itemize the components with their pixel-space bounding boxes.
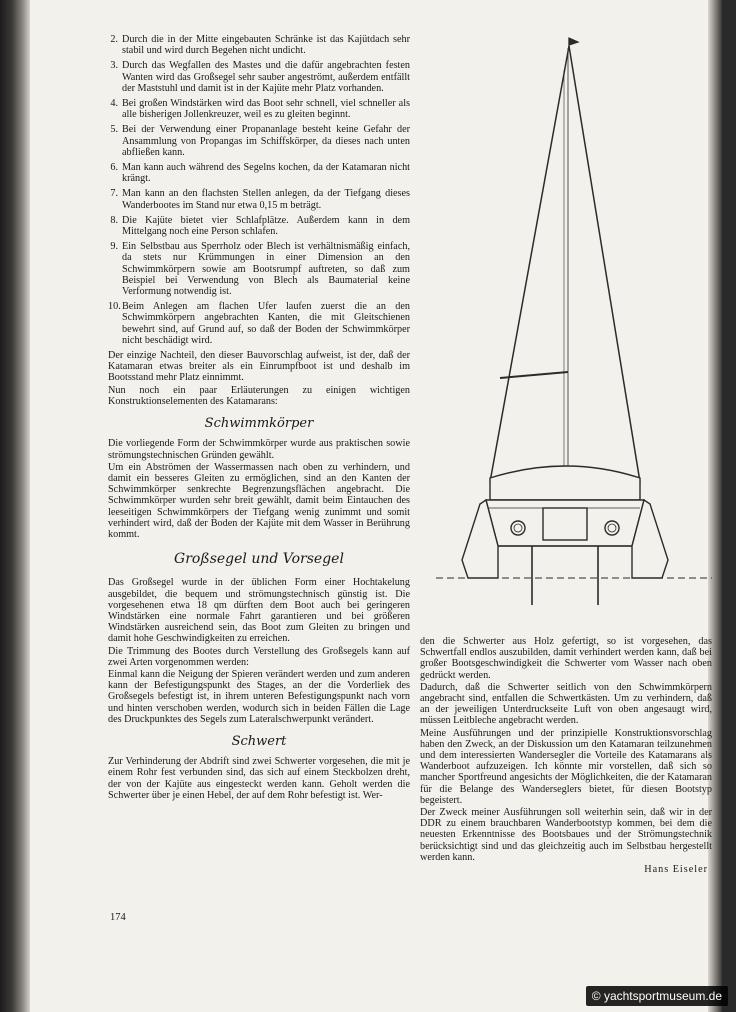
section-heading-grosssegel: Großsegel und Vorsegel bbox=[174, 551, 344, 568]
list-item-number: 9. bbox=[110, 241, 118, 253]
list-item-text: Ein Selbstbau aus Sperrholz oder Blech ist verhältnismäßig einfach, da stets nur Krümmungen in einer Dimension an den Schwimmkörpern sowie am Bootsrumpf auftreten, so daß zum Beispiel bei Verwendung von Blech als Baumaterial keine Verformung notwendig ist. bbox=[122, 241, 410, 298]
paragraph: Um ein Abströmen der Wassermassen nach oben zu verhindern, und damit ein besseres Gleiten zu ermöglichen, sind an den Kanten der Schwimmkörper senkrechte Begrenzungsflächen angebracht. Die Schwimmkörper wurden sehr breit gewählt, damit beim Eintauchen des leeseitigen Schwimmkörpers der Tiefgang wenig zunimmt und somit verhindert wird, daß der Boden der Kajüte mit dem Wasser in Berührung kommt. bbox=[108, 461, 410, 540]
right-shroud bbox=[569, 46, 640, 482]
paragraph: Der Zweck meiner Ausführungen soll weiterhin sein, daß wir in der DDR zu einem brauchbaren Wanderbootstyp kommen, bei dem die neuesten Erkenntnisse des Bootsbaues und der Strömungstechnik berücksichtigt sind und das gleichzeitig auch im Selbstbau hergestellt werden kann. bbox=[420, 807, 712, 863]
masthead-flag bbox=[569, 38, 578, 45]
section-heading-schwert: Schwert bbox=[231, 733, 287, 749]
left-shroud bbox=[490, 46, 569, 482]
catamaran-drawing bbox=[428, 30, 718, 630]
paragraph: den die Schwerter aus Holz gefertigt, so ist vorgesehen, das Schwertfall endlos auszubilden, damit verhindert werden kann, daß bei großer Bootsgeschwindigkeit die Schwerter vom Wasser nach oben gedrückt werden. bbox=[420, 636, 712, 681]
list-item bbox=[108, 34, 410, 56]
paragraph: Der einzige Nachteil, den dieser Bauvorschlag aufweist, ist der, daß der Katamaran etwas breiter als ein Einrumpfboot ist und deshalb im Bootsstand mehr Platz einnimmt. bbox=[108, 350, 410, 384]
left-column bbox=[108, 34, 410, 802]
book-spine-left bbox=[0, 0, 30, 1012]
list-item bbox=[108, 124, 410, 158]
list-item-text: Man kann auch während des Segelns kochen, da der Katamaran nicht krängt. bbox=[122, 162, 410, 185]
list-item bbox=[108, 301, 410, 346]
list-item-text: Man kann an den flachsten Stellen anlegen, da der Tiefgang dieses Wanderbootes im Stand nur etwa 0,15 m beträgt. bbox=[122, 188, 410, 211]
section-heading-schwimmkoerper: Schwimmkörper bbox=[204, 416, 314, 432]
paragraph: Zur Verhinderung der Abdrift sind zwei Schwerter vorgesehen, die mit je einem Rohr fest verbunden sind, das sich auf einem Steckbolzen dreht, der von der Kajüte aus eingesteckt werden kann. Geholt werden die Schwerter über je einen Hebel, der auf dem Rohr befestigt ist. Wer- bbox=[108, 756, 410, 801]
list-item-number: 5. bbox=[110, 124, 118, 136]
list-item-text: Bei großen Windstärken wird das Boot sehr schnell, viel schneller als alle bisherigen Jollenkreuzer, weil es zu gleiten beginnt. bbox=[122, 98, 410, 121]
advantages-list bbox=[108, 34, 410, 346]
list-item bbox=[108, 60, 410, 94]
copyright-watermark: © yachtsportmuseum.de bbox=[586, 986, 728, 1006]
list-item-number: 7. bbox=[110, 188, 118, 200]
paragraph: Die vorliegende Form der Schwimmkörper wurde aus praktischen sowie strömungstechnischen Gründen gewählt. bbox=[108, 438, 410, 461]
paragraph: Dadurch, daß die Schwerter seitlich von den Schwimmkörpern angebracht sind, entfallen die Schwertkästen. Um zu verhindern, daß an der jeweiligen Unterdruckseite Luft von oben angesaugt wird, müssen Leitbleche angebracht werden. bbox=[420, 681, 712, 727]
right-column bbox=[420, 636, 712, 875]
list-item-text: Bei der Verwendung einer Propananlage besteht keine Gefahr der Ansammlung von Propangas im Schiffskörper, da dieses nach unten abfließen kann. bbox=[122, 124, 410, 158]
list-item-text: Durch die in der Mitte eingebauten Schränke ist das Kajütdach sehr stabil und wird durch Begehen nicht undicht. bbox=[122, 34, 410, 57]
list-item bbox=[108, 241, 410, 297]
author-signature: Hans Eiseler bbox=[644, 864, 708, 876]
list-item-number: 3. bbox=[110, 60, 118, 72]
cabin-body bbox=[486, 500, 644, 546]
list-item-text: Beim Anlegen am flachen Ufer laufen zuerst die an den Schwimmkörpern angebrachten Kanten, die mit Gleitschienen bewehrt sind, auf Grund auf, so daß der Boden der Schwimmkörper nicht beschädigt wird. bbox=[122, 301, 410, 346]
list-item-number: 2. bbox=[110, 34, 118, 45]
list-item-number: 6. bbox=[110, 162, 118, 174]
cabin-roof bbox=[490, 466, 640, 500]
list-item bbox=[108, 215, 410, 237]
list-item-number: 4. bbox=[110, 98, 118, 110]
list-item bbox=[108, 98, 410, 120]
list-item-text: Durch das Wegfallen des Mastes und die dafür angebrachten festen Wanten wird das Großsegel sehr sauber angeströmt, außerdem entfällt der Maststuhl und damit ist in der Kajüte mehr Platz vorhanden. bbox=[122, 60, 410, 94]
list-item-number: 10. bbox=[108, 301, 121, 313]
paragraph: Die Trimmung des Bootes durch Verstellung des Großsegels kann auf zwei Arten vorgenommen werden: bbox=[108, 645, 410, 668]
paragraph: Das Großsegel wurde in der üblichen Form einer Hochtakelung ausgebildet, die bequem und strömungstechnisch günstig ist. Die vorgesehenen etwa 18 qm dürften dem Boot auch bei geringeren Windstärken eine normale Fahrt garantieren und bei größeren Windstärken ausreichend sein, das Boot zum Gleiten zu bringen und damit hohe Geschwindigkeiten zu erreichen. bbox=[108, 577, 410, 645]
list-item-text: Die Kajüte bietet vier Schlafplätze. Außerdem kann in dem Mittelgang noch eine Person schlafen. bbox=[122, 214, 410, 238]
paragraph: Nun noch ein paar Erläuterungen zu einigen wichtigen Konstruktionselementen des Katamarans: bbox=[108, 384, 410, 407]
list-item-number: 8. bbox=[110, 214, 118, 226]
page-number: 174 bbox=[110, 912, 126, 923]
list-item bbox=[108, 188, 410, 210]
list-item bbox=[108, 162, 410, 184]
paragraph: Einmal kann die Neigung der Spieren verändert werden und zum anderen kann der Befestigungspunkt des Stages, an der die Vorderliek des Großsegels befestigt ist, in ihrem unteren Befestigungspunkt nach vorn und hinten verschoben werden, wodurch sich in beiden Fällen die Lage des Druckpunktes des Segels zum Lateralschwerpunkt verändert. bbox=[108, 668, 410, 725]
paragraph: Meine Ausführungen und der prinzipielle Konstruktionsvorschlag haben den Zweck, an der Diskussion um den Katamaran teilzunehmen und dem interessierten Wandersegler die Vorteile des Katamarans als Wanderboot aufzuzeigen. Ich könnte mir vorstellen, daß sich so mancher Sportfreund angesichts der Möglichkeiten, die der Katamaran für die Belange des Wanderseglers bietet, für diesen Bootstyp begeistert. bbox=[420, 727, 712, 806]
